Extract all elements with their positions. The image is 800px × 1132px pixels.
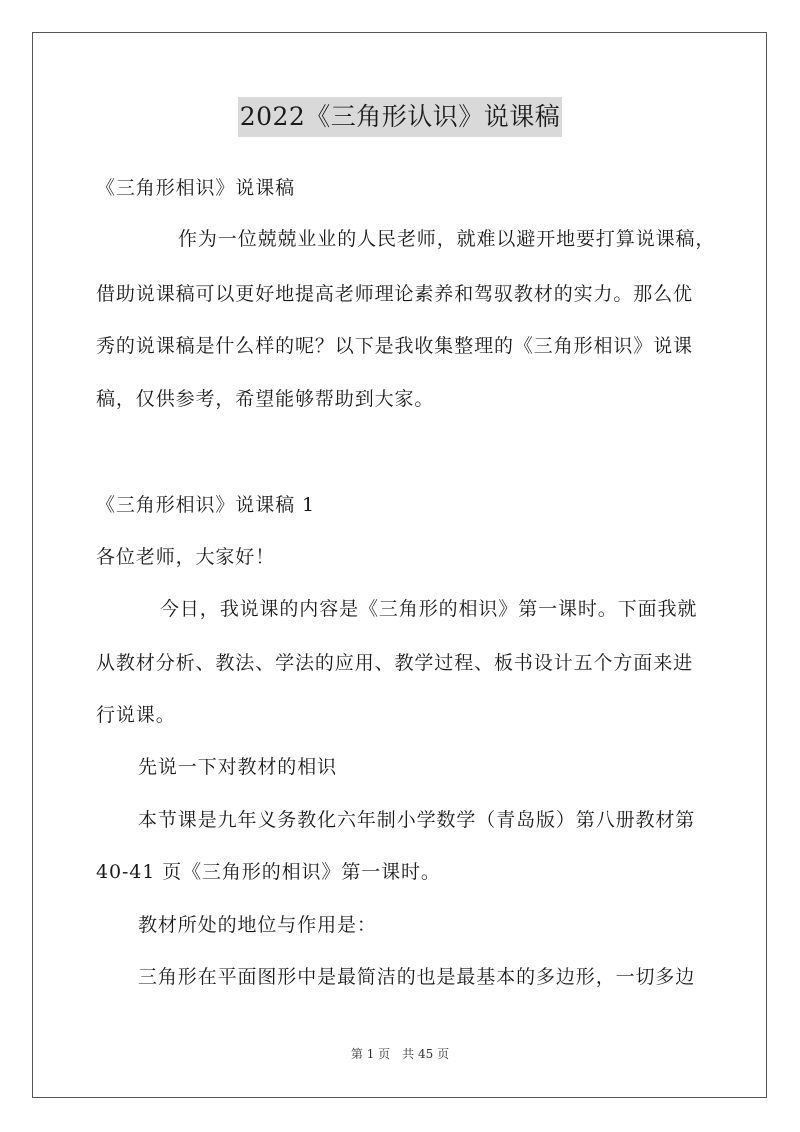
page-footer [0,1046,800,1062]
title-container [0,97,800,137]
paragraph-line: 稿，仅供参考，希望能够帮助到大家。 [96,388,435,410]
paragraph-line: 先说一下对教材的相识 [138,756,338,778]
document-title: 2022《三角形认识》说课稿 [238,97,563,137]
greeting-line: 各位老师，大家好！ [96,546,276,568]
page-number: 第 1 页 [350,1047,391,1061]
paragraph-line: 今日，我说课的内容是《三角形的相识》第一课时。下面我就 [160,598,698,620]
paragraph-line: 秀的说课稿是什么样的呢？以下是我收集整理的《三角形相识》说课 [96,335,694,357]
section-heading: 《三角形相识》说课稿 1 [96,494,315,516]
paragraph-line: 教材所处的地位与作用是： [138,914,377,936]
paragraph-line: 作为一位兢兢业业的人民老师，就难以避开地要打算说课稿， [178,228,716,250]
paragraph-line: 从教材分析、教法、学法的应用、教学过程、板书设计五个方面来进 [96,652,694,674]
page-total: 共 45 页 [402,1047,450,1061]
paragraph-line: 借助说课稿可以更好地提高老师理论素养和驾驭教材的实力。那么优 [96,283,694,305]
paragraph-line: 行说课。 [96,704,176,726]
paragraph-line: 三角形在平面图形中是最简洁的也是最基本的多边形，一切多边 [138,966,696,988]
paragraph-line: 本节课是九年义务教化六年制小学数学（青岛版）第八册教材第 [138,809,696,831]
subtitle: 《三角形相识》说课稿 [96,177,296,199]
paragraph-line: 40-41 页《三角形的相识》第一课时。 [96,861,441,883]
